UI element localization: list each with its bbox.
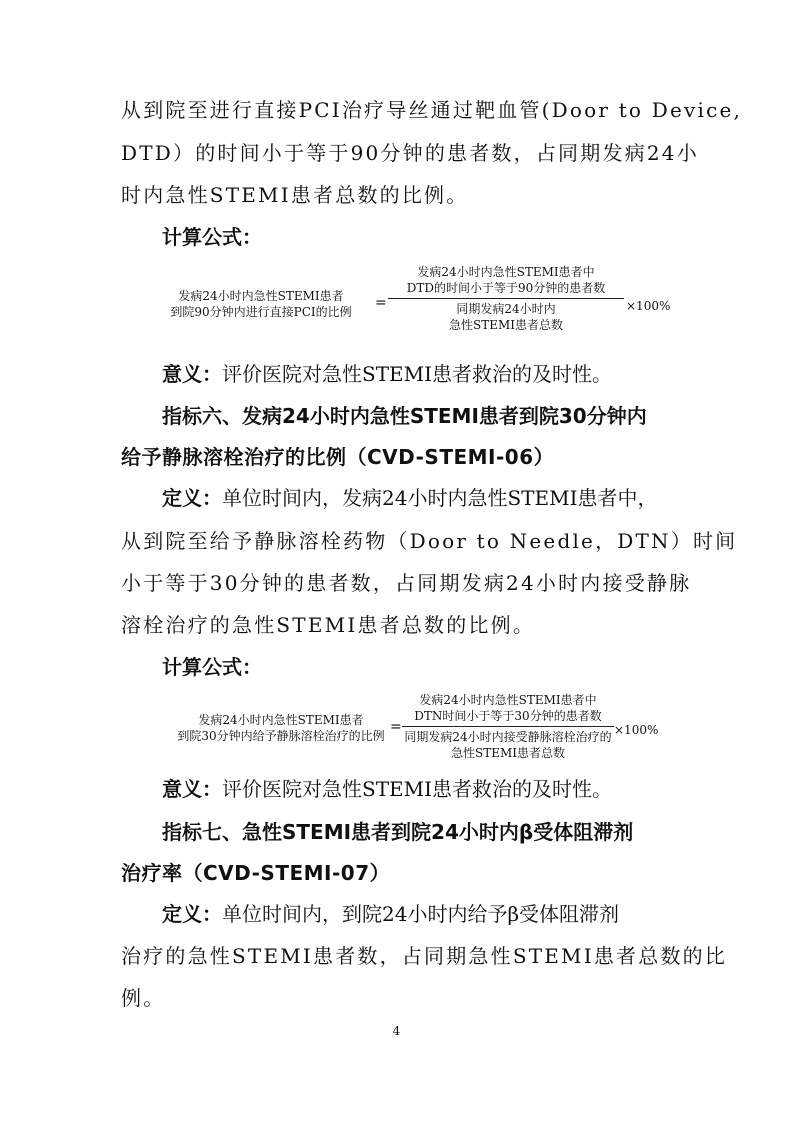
text-line: 溶栓治疗的急性STEMI患者总数的比例。 [121,613,536,637]
formula-left-line: 发病24小时内急性STEMI患者 [198,713,364,727]
fraction [402,692,614,761]
fraction-bar [388,298,624,299]
definition-text: 单位时间内，发病24小时内急性STEMI患者中， [222,486,658,510]
meaning-line [162,361,612,387]
percent-multiplier: ×100% [626,299,671,313]
fraction [388,264,624,333]
formula-heading: 计算公式： [162,225,262,249]
meaning-label: 意义： [162,777,222,801]
text-line: 小于等于30分钟的患者数，占同期发病24小时内接受静脉 [121,571,692,595]
text-line: 时内急性STEMI患者总数的比例。 [121,183,469,207]
formula-left-line: 到院30分钟内给予静脉溶栓治疗的比例 [177,729,385,743]
formula-left [170,712,392,744]
formula-left [150,288,372,320]
equals-sign: = [390,719,402,735]
numerator-line: 发病24小时内急性STEMI患者中 [417,265,595,279]
indicator-title: 给予静脉溶栓治疗的比例（CVD-STEMI-06） [121,445,555,469]
fraction-bar [402,726,614,727]
definition-line [162,485,657,511]
denominator-line: 急性STEMI患者总数 [450,746,565,760]
denominator-line: 同期发病24小时内接受静脉溶栓治疗的 [404,730,612,744]
definition-label: 定义： [162,486,222,510]
denominator-line: 同期发病24小时内 [456,302,556,316]
text-line: 从到院至进行直接PCI治疗导丝通过靶血管(Door to Device, [121,98,743,122]
text-line: DTD）的时间小于等于90分钟的患者数，占同期发病24小 [121,141,699,165]
meaning-text: 评价医院对急性STEMI患者救治的及时性。 [222,362,613,386]
text-line: 治疗的急性STEMI患者数，占同期急性STEMI患者总数的比 [121,944,728,968]
denominator-line: 急性STEMI患者总数 [448,318,563,332]
indicator-title: 指标六、发病24小时内急性STEMI患者到院30分钟内 [162,404,647,428]
formula-left-line: 到院90分钟内进行直接PCI的比例 [170,305,352,319]
indicator-title: 治疗率（CVD-STEMI-07） [121,861,391,885]
numerator-line: DTD的时间小于等于90分钟的患者数 [406,281,606,295]
text-line: 例。 [121,986,166,1010]
text-line: 从到院至给予静脉溶栓药物（Door to Needle，DTN）时间 [121,529,738,553]
meaning-line [162,776,612,802]
definition-label: 定义： [162,902,222,926]
formula-left-line: 发病24小时内急性STEMI患者 [178,289,344,303]
indicator-title: 指标七、急性STEMI患者到院24小时内β受体阻滞剂 [162,820,634,844]
percent-multiplier: ×100% [614,723,659,737]
formula-heading: 计算公式： [162,655,262,679]
numerator-line: DTN时间小于等于30分钟的患者数 [414,709,602,723]
meaning-label: 意义： [162,362,222,386]
definition-text: 单位时间内，到院24小时内给予β受体阻滞剂 [222,902,620,926]
equals-sign: = [375,295,387,311]
page-number: 4 [392,1024,401,1038]
definition-line [162,901,619,927]
meaning-text: 评价医院对急性STEMI患者救治的及时性。 [222,777,613,801]
numerator-line: 发病24小时内急性STEMI患者中 [419,693,597,707]
